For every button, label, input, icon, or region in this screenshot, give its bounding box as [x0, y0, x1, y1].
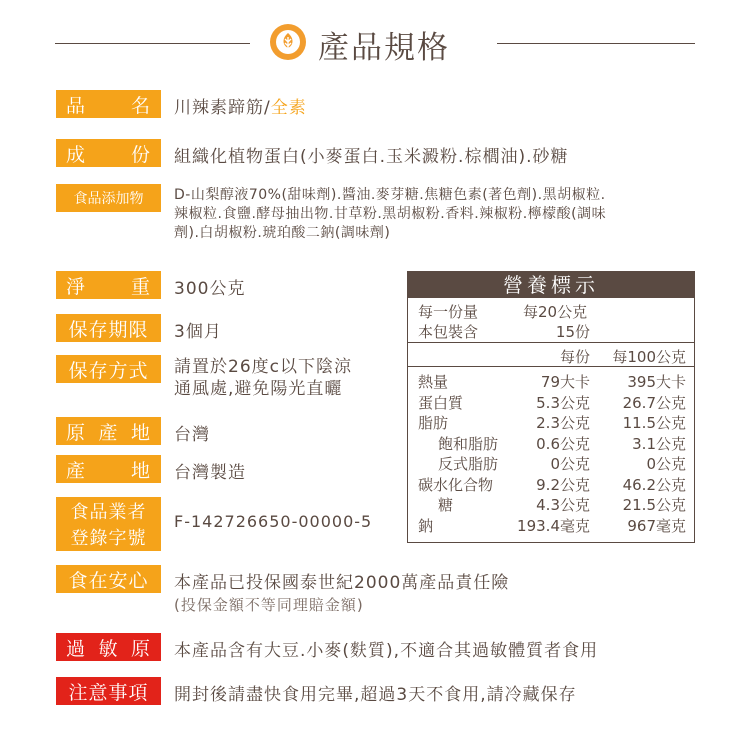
col-per-100g: 每100公克 [612, 348, 686, 366]
nutrition-title: 營養標示 [408, 272, 694, 298]
nutrient-name: 反式脂肪 [438, 455, 499, 473]
nutrient-name: 蛋白質 [418, 393, 464, 412]
nutrient-per-serving: 4.3公克 [536, 496, 590, 514]
leaf-icon [270, 24, 306, 60]
label-insurance: 食在安心 [56, 565, 161, 593]
title-divider-left [55, 43, 250, 44]
col-per-serving: 每份 [559, 348, 590, 366]
value-origin: 台灣 [174, 425, 210, 445]
value-registration: F-142726650-00000-5 [174, 512, 373, 531]
section-title-row [0, 18, 750, 68]
servings-per-pack-value: 15份 [555, 323, 590, 341]
title-divider-right [497, 43, 695, 44]
nutrient-per-100g: 11.5公克 [622, 414, 686, 432]
nutrient-per-100g: 3.1公克 [632, 434, 686, 453]
nutrient-per-serving: 79大卡 [540, 373, 590, 391]
nutrient-name: 鈉 [418, 516, 434, 535]
label-name: 品 名 [56, 90, 161, 118]
label-ingredients: 成 份 [56, 139, 161, 167]
value-insurance: 本產品已投保國泰世紀2000萬產品責任險 [174, 573, 510, 593]
nutrient-per-100g: 26.7公克 [622, 393, 686, 412]
value-additives: D-山梨醇液70%(甜味劑).醬油.麥芽糖.焦糖色素(著色劑).黑胡椒粒. 辣椒粒.食鹽.酵母抽出物.甘草粉.黑胡椒粉.香料.辣椒粉.檸檬酸(調味 劑).白胡椒粉.琥珀酸二鈉(調味劑) [174, 187, 607, 241]
nutrient-per-100g: 46.2公克 [622, 475, 686, 494]
value-insurance-note: (投保金額不等同理賠金額) [174, 596, 364, 614]
value-made-in: 台灣製造 [174, 463, 246, 483]
label-origin: 原 產 地 [56, 417, 161, 445]
label-storage: 保存方式 [56, 355, 161, 383]
nutrition-table [407, 271, 695, 543]
value-allergen: 本產品含有大豆.小麥(麩質),不適合其過敏體質者食用 [174, 641, 599, 661]
nutrient-per-100g: 395大卡 [627, 373, 686, 391]
label-notice: 注意事項 [56, 677, 161, 705]
value-notice: 開封後請盡快食用完畢,超過3天不食用,請冷藏保存 [174, 685, 577, 705]
nutrient-per-serving: 0公克 [550, 455, 590, 473]
label-weight: 淨 重 [56, 271, 161, 299]
servings-per-pack-label: 本包裝含 [418, 323, 479, 341]
serving-size-label: 每一份量 [418, 303, 479, 321]
nutrient-name: 碳水化合物 [418, 475, 494, 494]
nutrient-per-serving: 2.3公克 [536, 414, 590, 432]
nutrient-per-serving: 5.3公克 [536, 393, 590, 412]
nutrient-per-serving: 9.2公克 [536, 475, 590, 494]
nutrient-name: 熱量 [418, 373, 449, 391]
value-ingredients: 組織化植物蛋白(小麥蛋白.玉米澱粉.棕櫚油).砂糖 [174, 147, 569, 167]
serving-size-value: 每20公克 [523, 303, 588, 321]
value-shelf-life: 3個月 [174, 322, 222, 342]
nutrient-per-100g: 21.5公克 [622, 496, 686, 514]
value-storage: 請置於26度c以下陰涼 通風處,避免陽光直曬 [174, 357, 352, 399]
nutrient-per-serving: 193.4毫克 [517, 516, 590, 535]
value-weight: 300公克 [174, 279, 246, 299]
nutrition-divider [408, 342, 694, 343]
nutrition-divider [408, 366, 694, 367]
nutrient-per-100g: 967毫克 [627, 516, 686, 535]
label-registration: 食品業者 登錄字號 [56, 497, 161, 551]
nutrient-per-serving: 0.6公克 [536, 434, 590, 453]
label-additives: 食品添加物 [56, 184, 161, 212]
nutrient-per-100g: 0公克 [646, 455, 686, 473]
nutrient-name: 糖 [438, 496, 454, 514]
label-allergen: 過 敏 原 [56, 633, 161, 661]
page-title: 產品規格 [318, 30, 450, 66]
nutrient-name: 脂肪 [418, 414, 449, 432]
label-made-in: 產 地 [56, 455, 161, 483]
label-shelf-life: 保存期限 [56, 314, 161, 342]
value-name: 川辣素蹄筋/全素 [174, 98, 307, 118]
nutrient-name: 飽和脂肪 [438, 434, 499, 453]
